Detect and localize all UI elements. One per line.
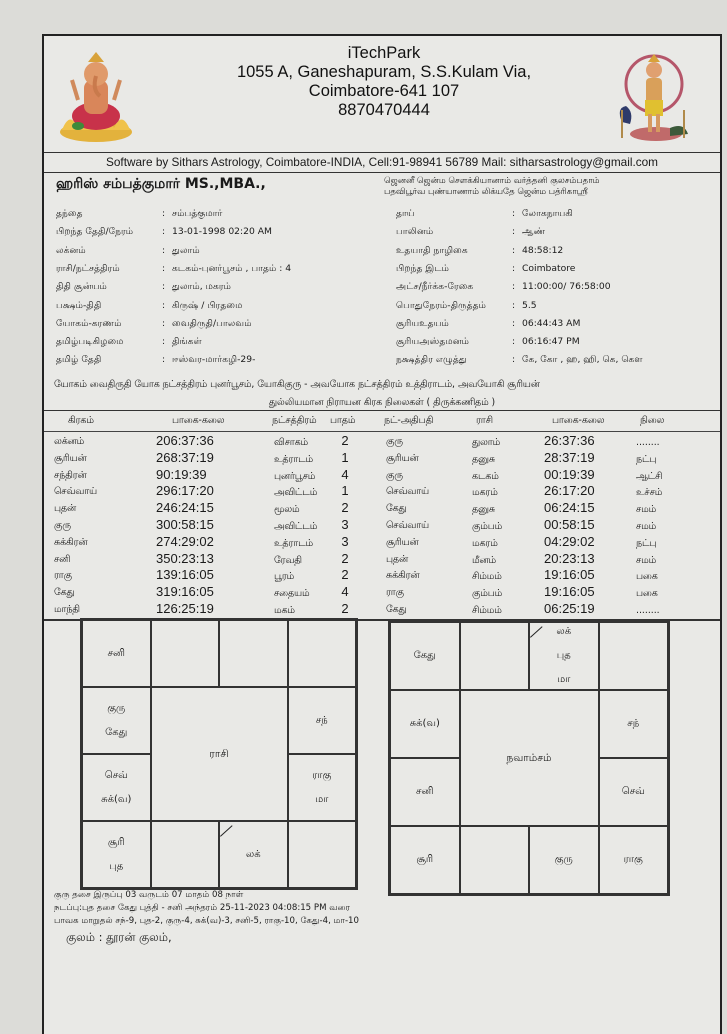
cell-pada: 3: [341, 533, 349, 549]
cell-nak: விசாகம்: [274, 437, 309, 448]
horoscope-sheet: [42, 34, 722, 1034]
chart-center-label: ராசி: [151, 687, 288, 821]
house-kumbam: [390, 690, 460, 758]
cell-rasi: துலாம்: [472, 437, 501, 448]
detail-label: சூரியஉதயம்: [396, 317, 449, 329]
table-row: [44, 534, 720, 550]
cell-nilai: ........: [636, 605, 660, 616]
table-row: [44, 517, 720, 533]
house-magaram: [82, 754, 151, 821]
house-kadagam: [599, 690, 669, 758]
cell-deg2: 06:25:19: [544, 601, 595, 616]
house-simmam: [599, 758, 669, 826]
detail-separator: :: [162, 208, 166, 219]
cell-nilai: உச்சம்: [636, 487, 663, 499]
planet-label: புத: [109, 860, 124, 872]
house-kanni: [599, 826, 669, 894]
cell-deg: 268:37:19: [156, 449, 214, 465]
planet-label: சூரி: [416, 854, 434, 865]
detail-value: 5.5: [522, 299, 537, 311]
cell-deg: 274:29:02: [156, 533, 214, 549]
house-dhanusu: [82, 821, 151, 888]
phone-number: 8870470444: [338, 101, 430, 119]
col-header: கிரகம்: [68, 415, 94, 426]
current-dasa: நடப்பு:புத தசை கேது புத்தி - சனி அந்தரம் 25-11-2023 04:08:15 PM வரை: [54, 903, 351, 913]
detail-value: துலாம்: [172, 244, 200, 256]
cell-rasi: சிம்மம்: [472, 571, 502, 583]
house-magaram: [390, 758, 460, 826]
house-rishabam: [219, 620, 288, 687]
cell-deg: 139:16:05: [156, 567, 214, 583]
cell-pada: 2: [341, 550, 349, 566]
planet-label: சனி: [107, 647, 125, 659]
detail-separator: :: [512, 244, 516, 256]
address-line-1: 1055 A, Ganeshapuram, S.S.Kulam Via,: [236, 63, 532, 81]
planet-label: புத: [556, 650, 571, 661]
cell-deg2: 19:16:05: [544, 584, 595, 600]
detail-label: தமிழ்படிகிழமை: [56, 336, 124, 348]
col-header: நட்-அதிபதி: [384, 415, 434, 426]
cell-graha: சுக்கிரன்: [54, 536, 88, 548]
detail-label: பாலினம்: [396, 226, 434, 238]
cell-graha: செவ்வாய்: [54, 486, 98, 498]
planet-label: செவ்: [621, 786, 645, 797]
navamsa-chart: [388, 620, 670, 896]
detail-value: ஈஸ்வர-மார்கழி-29-: [172, 354, 256, 366]
detail-label: நக்ஷத்திர எழுத்து: [396, 354, 467, 366]
cell-deg: 126:25:19: [156, 601, 214, 616]
detail-separator: :: [162, 262, 166, 274]
software-credit: Software by Sithars Astrology, Coimbatore-INDIA, Cell:91-98941 56789 Mail: sitharsastrology@gmail.com: [44, 152, 720, 173]
planet-position-table: [44, 410, 720, 621]
cell-nilai: பகை: [636, 571, 658, 583]
detail-label: யோகம்-கரணம்: [56, 317, 122, 329]
detail-value: ஆண்: [522, 226, 546, 238]
planet-label: ராகு: [623, 854, 643, 865]
cell-nak: ரேவதி: [274, 554, 302, 566]
detail-value: 11:00:00/ 76:58:00: [522, 281, 611, 293]
cell-deg2: 00:58:15: [544, 517, 595, 532]
planet-label: சூரி: [107, 836, 125, 848]
cell-rasi: சிம்மம்: [472, 605, 502, 616]
planet-label: குரு: [554, 854, 573, 865]
planet-label: குரு: [107, 702, 126, 714]
house-meenam: [82, 620, 151, 687]
cell-rasi: கும்பம்: [472, 588, 503, 600]
detail-separator: :: [162, 226, 166, 238]
table-row: [44, 433, 720, 449]
cell-pada: 4: [341, 466, 349, 482]
org-name: iTechPark: [347, 44, 421, 62]
cell-pada: 1: [341, 483, 349, 499]
detail-label: தந்தை: [56, 208, 83, 219]
cell-graha: சனி: [54, 553, 71, 565]
col-header: நட்சத்திரம்: [272, 415, 317, 426]
house-thulam: [219, 821, 288, 888]
col-header: பாகை-கலை: [552, 415, 605, 426]
table-row: [44, 450, 720, 466]
cell-pada: 2: [341, 500, 349, 516]
house-dhanusu: [390, 826, 460, 894]
table-row: [44, 483, 720, 499]
detail-label: ராசி/நட்சத்திரம்: [56, 262, 120, 274]
yogam-line: யோகம் வைதிருதி யோக நட்சத்திரம் புனர்பூசம், யோகிகுரு - அவயோக நட்சத்திரம் உத்திராடம், அவயோகி சூரியன்: [54, 379, 540, 390]
cell-lord: செவ்வாய்: [386, 486, 430, 498]
planet-label: செவ்: [104, 769, 128, 781]
planet-label: சந்: [627, 718, 640, 729]
cell-deg2: 28:37:19: [544, 449, 595, 465]
house-mithunam: [599, 622, 669, 690]
house-kadagam: [288, 687, 357, 754]
cell-nilai: சமம்: [636, 504, 657, 516]
cell-nak: மூலம்: [274, 504, 300, 516]
detail-value: வைதிருதி/பாலவம்: [172, 317, 252, 329]
cell-rasi: தனுசு: [472, 504, 495, 516]
planet-label: ராகு: [312, 769, 332, 781]
detail-value: Coimbatore: [522, 262, 576, 274]
cell-graha: கேது: [54, 587, 75, 599]
house-thulam: [529, 826, 599, 894]
cell-nak: அவிட்டம்: [274, 521, 318, 532]
detail-value: 06:16:47 PM: [522, 336, 580, 348]
house-kanni: [288, 821, 357, 888]
cell-graha: புதன்: [54, 503, 76, 515]
col-header: ராசி: [476, 415, 493, 426]
planet-label: மா: [557, 674, 571, 685]
detail-label: அட்ச/நீர்க்க-ரேகை: [396, 281, 474, 293]
letterhead: [44, 36, 720, 153]
cell-deg: 246:24:15: [156, 500, 214, 516]
planet-label: மா: [315, 793, 329, 805]
person-name: ஹரிஸ் சம்பத்குமார் MS.,MBA.,: [56, 176, 266, 192]
detail-separator: :: [512, 299, 516, 311]
house-viruchigam: [151, 821, 220, 888]
detail-value: சம்பத்குமார்: [172, 208, 223, 219]
planet-label: சுக்(வ): [101, 793, 132, 805]
planet-label: சுக்(வ): [409, 718, 440, 729]
house-kumbam: [82, 687, 151, 754]
cell-pada: 2: [341, 433, 349, 448]
planet-table-title: துல்லியமான நிராயன கிரக நிலைகள் ( திருக்கணிதம் ): [268, 397, 496, 408]
detail-separator: :: [512, 208, 516, 219]
planet-label: சந்: [315, 714, 328, 726]
detail-label: பிறந்த இடம்: [396, 262, 450, 274]
cell-nilai: பகை: [636, 588, 658, 600]
cell-graha: மாந்தி: [54, 604, 80, 615]
cell-graha: சந்திரன்: [54, 469, 87, 481]
sloka: [384, 176, 714, 198]
lagna-marker-icon: [220, 825, 233, 836]
cell-deg: 300:58:15: [156, 517, 214, 532]
cell-deg2: 19:16:05: [544, 567, 595, 583]
table-row: [44, 467, 720, 483]
cell-lord: குரு: [386, 436, 403, 447]
detail-value: 13-01-1998 02:20 AM: [172, 226, 272, 238]
table-row: [44, 551, 720, 567]
kulam: குலம் : தூரன் குலம்,: [66, 930, 172, 944]
sloka-line-2: பதவிபூர்வ புண்யாணாம் லிக்யதே ஜென்ம பத்ரிகாஸ்ரீ: [384, 187, 588, 197]
cell-nilai: சமம்: [636, 521, 657, 532]
house-mesham: [460, 622, 530, 690]
cell-deg2: 26:17:20: [544, 483, 595, 499]
cell-nak: சதையம்: [274, 588, 310, 600]
cell-nak: உத்ராடம்: [274, 453, 314, 465]
cell-lord: சூரியன்: [386, 536, 419, 548]
detail-separator: :: [162, 336, 166, 348]
dasa-balance: குரு தசை இருப்பு 03 வருடம் 07 மாதம் 08 நாள்: [54, 890, 244, 900]
cell-graha: லக்னம்: [54, 436, 85, 447]
col-header: நிலை: [640, 415, 665, 426]
cell-pada: 3: [341, 517, 349, 532]
cell-pada: 4: [341, 584, 349, 600]
cell-pada: 1: [341, 449, 349, 465]
detail-value: துலாம், மகரம்: [172, 281, 232, 293]
cell-deg: 350:23:13: [156, 550, 214, 566]
cell-nak: மகம்: [274, 605, 295, 616]
cell-rasi: கும்பம்: [472, 521, 503, 532]
cell-lord: ராகு: [386, 587, 404, 599]
cell-deg2: 26:37:36: [544, 433, 595, 448]
detail-separator: :: [512, 354, 516, 366]
chart-center-label: நவாம்சம்: [460, 690, 599, 826]
planet-label: லக்: [245, 848, 261, 860]
cell-nak: புனர்பூசம்: [274, 470, 316, 482]
cell-nilai: நட்பு: [636, 453, 657, 465]
address-line-2: Coimbatore-641 107: [308, 82, 460, 100]
cell-rasi: மீனம்: [472, 554, 497, 566]
detail-label: பிறந்த தேதி/நேரம்: [56, 226, 134, 238]
cell-lord: புதன்: [386, 553, 408, 565]
detail-separator: :: [162, 317, 166, 329]
detail-separator: :: [162, 299, 166, 311]
bhava-change: பாவக மாறுதல் சந்-9, புத-2, குரு-4, சுக்(வ)-3, சனி-5, ராகு-10, கேது-4, மா-10: [54, 916, 359, 926]
cell-graha: ராகு: [54, 570, 72, 582]
table-row: [44, 500, 720, 516]
col-header: பாதம்: [330, 415, 356, 426]
planet-label: லக்: [556, 626, 572, 637]
cell-lord: குரு: [386, 469, 403, 481]
cell-lord: கேது: [386, 604, 407, 615]
cell-deg: 296:17:20: [156, 483, 214, 499]
detail-separator: :: [162, 354, 166, 366]
cell-deg2: 20:23:13: [544, 550, 595, 566]
detail-label: திதி சூன்யம்: [56, 281, 107, 293]
planet-label: சனி: [416, 786, 434, 797]
detail-label: உதயாதி நாழிகை: [396, 244, 468, 256]
murugan-image-icon: [612, 50, 692, 145]
detail-value: லோகநாயகி: [522, 208, 573, 219]
cell-graha: குரு: [54, 520, 71, 531]
cell-deg: 90:19:39: [156, 466, 207, 482]
cell-rasi: மகரம்: [472, 487, 498, 499]
house-mesham: [151, 620, 220, 687]
planet-label: கேது: [413, 650, 436, 661]
cell-nilai: ஆட்சி: [636, 470, 663, 482]
header-divider: [44, 431, 720, 432]
detail-label: தமிழ் தேதி: [56, 354, 102, 366]
cell-deg: 206:37:36: [156, 433, 214, 448]
cell-lord: கேது: [386, 503, 407, 515]
cell-rasi: கடகம்: [472, 470, 499, 482]
house-simmam: [288, 754, 357, 821]
house-rishabam: [529, 622, 599, 690]
detail-label: பக்ஷம்-திதி: [56, 299, 102, 311]
cell-deg2: 04:29:02: [544, 533, 595, 549]
detail-separator: :: [162, 281, 166, 293]
cell-pada: 2: [341, 601, 349, 616]
cell-deg2: 00:19:39: [544, 466, 595, 482]
lagna-marker-icon: [530, 626, 543, 637]
cell-deg2: 06:24:15: [544, 500, 595, 516]
detail-value: 48:58:12: [522, 244, 564, 256]
detail-separator: :: [512, 262, 516, 274]
sloka-line-1: ஜெனனீ ஜென்ம சௌக்கியானாம் வர்த்தனி குலசம்பதாம்: [384, 176, 600, 186]
detail-label: பொதுநேரம்-திருத்தம்: [396, 299, 487, 311]
col-header: பாகை-கலை: [172, 415, 225, 426]
planet-label: கேது: [105, 726, 128, 738]
detail-separator: :: [162, 244, 166, 256]
table-row: [44, 567, 720, 583]
cell-rasi: தனுசு: [472, 453, 495, 465]
cell-nilai: நட்பு: [636, 537, 657, 549]
detail-value: கே, கோ , ஹ, ஹி, கெ, கௌ: [522, 354, 643, 366]
cell-pada: 2: [341, 567, 349, 583]
detail-separator: :: [512, 317, 516, 329]
cell-nak: உத்ராடம்: [274, 537, 314, 549]
letterhead-text: [194, 44, 574, 120]
cell-nilai: சமம்: [636, 554, 657, 566]
detail-label: தாய்: [396, 208, 415, 219]
cell-lord: சுக்கிரன்: [386, 570, 420, 582]
cell-deg: 319:16:05: [156, 584, 214, 600]
detail-separator: :: [512, 226, 516, 238]
cell-rasi: மகரம்: [472, 537, 498, 549]
cell-graha: சூரியன்: [54, 452, 87, 464]
house-mithunam: [288, 620, 357, 687]
detail-label: லக்னம்: [56, 244, 86, 256]
detail-value: கிருஷ் / பிரதமை: [172, 299, 243, 311]
table-row: [44, 601, 720, 617]
cell-nak: அவிட்டம்: [274, 487, 318, 499]
cell-lord: சூரியன்: [386, 452, 419, 464]
cell-nilai: ........: [636, 437, 660, 448]
house-meenam: [390, 622, 460, 690]
table-row: [44, 584, 720, 600]
rasi-chart: [80, 618, 358, 890]
cell-nak: பூரம்: [274, 571, 295, 583]
detail-label: சூரியஅஸ்தமனம்: [396, 336, 470, 348]
detail-separator: :: [512, 281, 516, 293]
house-viruchigam: [460, 826, 530, 894]
detail-value: கடகம்-புனர்பூசம் , பாதம் : 4: [172, 262, 292, 274]
cell-lord: செவ்வாய்: [386, 520, 430, 531]
ganesha-image-icon: [56, 50, 136, 145]
detail-value: 06:44:43 AM: [522, 317, 581, 329]
detail-separator: :: [512, 336, 516, 348]
detail-value: திங்கள்: [172, 336, 202, 348]
